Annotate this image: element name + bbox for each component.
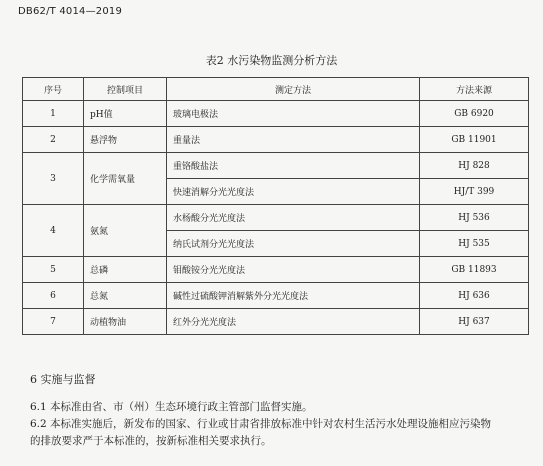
row-source: HJ 828 (420, 153, 529, 179)
row-item: pH值 (84, 101, 167, 127)
row-item: 总磷 (84, 257, 167, 283)
row-method: 碱性过硫酸钾消解紫外分光光度法 (167, 283, 420, 309)
row-method: 重铬酸盐法 (167, 153, 420, 179)
row-source: HJ 535 (420, 231, 529, 257)
row-seq: 4 (23, 205, 84, 257)
row-source: GB 6920 (420, 101, 529, 127)
row-method: 纳氏试剂分光光度法 (167, 231, 420, 257)
row-source: GB 11893 (420, 257, 529, 283)
table-row (23, 205, 529, 231)
row-method: 快速消解分光光度法 (167, 179, 420, 205)
row-seq: 2 (23, 127, 84, 153)
row-source: HJ 636 (420, 283, 529, 309)
row-source: GB 11901 (420, 127, 529, 153)
document-id: DB62/T 4014—2019 (18, 6, 123, 17)
paragraph-6-2: 6.2 本标准实施后，新发布的国家、行业或甘肃省排放标准中针对农村生活污水处理设施相应污染物 (30, 418, 492, 430)
row-item: 悬浮物 (84, 127, 167, 153)
row-item: 动植物油 (84, 309, 167, 335)
column-header-item: 控制项目 (84, 78, 167, 101)
monitoring-methods-table (22, 77, 529, 335)
row-source: HJ 536 (420, 205, 529, 231)
paragraph-6-2-continued: 的排放要求严于本标准的，按新标准相关要求执行。 (30, 435, 272, 447)
section-heading: 6 实施与监督 (30, 373, 96, 386)
row-method: 重量法 (167, 127, 420, 153)
row-source: HJ 637 (420, 309, 529, 335)
column-header-seq: 序号 (23, 78, 84, 101)
row-item: 化学需氧量 (84, 153, 167, 205)
table-row (23, 101, 529, 127)
row-item: 氨氮 (84, 205, 167, 257)
row-method: 水杨酸分光光度法 (167, 205, 420, 231)
row-seq: 5 (23, 257, 84, 283)
row-source: HJ/T 399 (420, 179, 529, 205)
table-row (23, 283, 529, 309)
row-seq: 6 (23, 283, 84, 309)
table-row (23, 309, 529, 335)
table-header-row (23, 78, 529, 101)
row-seq: 1 (23, 101, 84, 127)
row-method: 红外分光光度法 (167, 309, 420, 335)
table-row (23, 257, 529, 283)
table-row (23, 153, 529, 179)
row-method: 钼酸铵分光光度法 (167, 257, 420, 283)
row-seq: 7 (23, 309, 84, 335)
row-seq: 3 (23, 153, 84, 205)
column-header-method: 测定方法 (167, 78, 420, 101)
table-row (23, 127, 529, 153)
table-title: 表2 水污染物监测分析方法 (205, 54, 338, 67)
column-header-source: 方法来源 (420, 78, 529, 101)
row-method: 玻璃电极法 (167, 101, 420, 127)
paragraph-6-1: 6.1 本标准由省、市（州）生态环境行政主管部门监督实施。 (30, 401, 313, 413)
row-item: 总氮 (84, 283, 167, 309)
